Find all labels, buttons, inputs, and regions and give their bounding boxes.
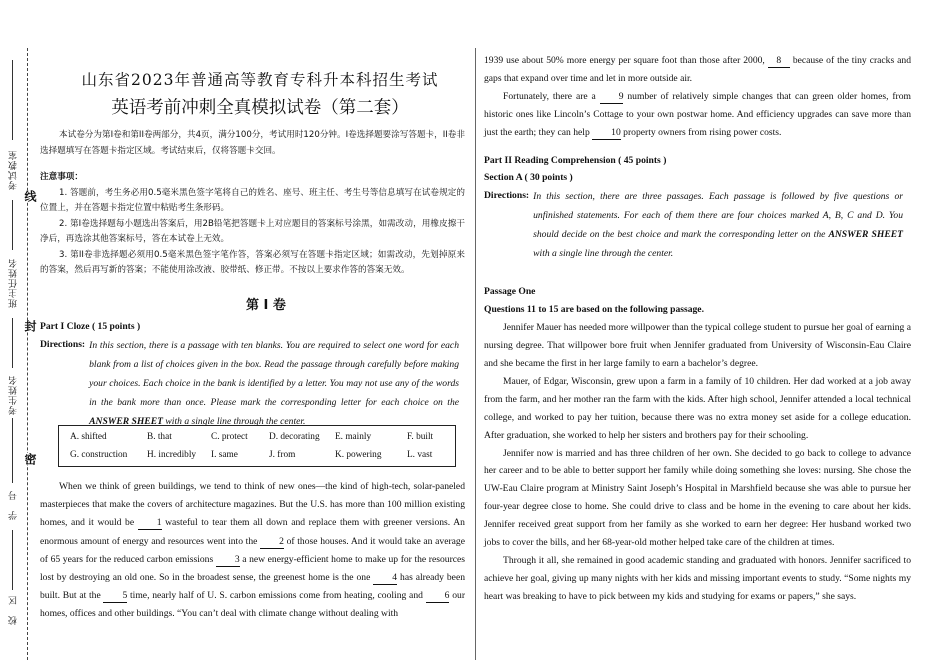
homeroom-teacher-write-line — [12, 200, 13, 250]
cloze-text: has already been built. But at the — [40, 572, 465, 602]
passage-paragraph: Jennifer Mauer has needed more willpower than the typical college student to pursue her goal of earning a nursing degree. That willpower bore fruit when Jennifer graduated from University of Wisconsin-Eau Claire and she became the first in her large family to earn a bachelor’s degree. — [484, 322, 911, 369]
cloze-blank-2: 2 — [260, 535, 284, 549]
right-column — [484, 52, 911, 606]
cloze-continuation — [484, 52, 911, 88]
intro-block — [40, 128, 465, 279]
campus-label: 校 区 — [8, 595, 18, 625]
seal-char-mi: 密 — [23, 453, 37, 465]
cloze-blank-10: 10 — [592, 126, 621, 140]
cloze-blank-1: 1 — [138, 516, 162, 530]
note-item: 3. 第II卷非选择题必须用0.5毫米黑色签字笔作答，答案必须写在答题卡指定区域；如需改动，先划掉原来的答案，然后再写新的答案；不能使用涂改液、胶带纸、修正带。不按以上要求作答的答案无效。 — [40, 249, 465, 275]
answer-sheet-emph: ANSWER SHEET — [89, 416, 163, 427]
cloze-text: property owners from rising power costs. — [623, 126, 782, 138]
word-choice: I. same — [211, 450, 238, 460]
word-choice: A. shifted — [70, 432, 107, 442]
directions-label: Directions: — [484, 190, 530, 202]
part2-title: Part II Reading Comprehension ( 45 points ) — [484, 154, 667, 166]
passage-paragraph: Mauer, of Edgar, Wisconsin, grew upon a farm in a family of 10 children. Her dad worked at a job away from the farm, and her mother ran the farm with the kids. After high school, Jennifer attended a local technical college, and worked to pay her tuition, because there was no extra money set aside for a college education. After graduation, she worked to help her sisters and brothers pay for their schooling. — [484, 375, 911, 441]
cloze-blank-4: 4 — [373, 571, 397, 585]
note-item: 1. 答题前，考生务必用0.5毫米黑色签字笔将自己的姓名、座号、班主任、考生号等信息填写在试卷规定的位置上，并在答题卡指定位置中粘贴考生条形码。 — [40, 187, 465, 213]
cloze-blank-9: 9 — [600, 90, 624, 104]
word-choice: K. powering — [335, 450, 382, 460]
exam-title: 山东省2023年普通高等教育专科升本科招生考试 — [81, 71, 439, 89]
exam-room-write-line — [12, 60, 13, 140]
campus-write-line — [12, 530, 13, 590]
column-divider — [475, 48, 476, 660]
cloze-text: When we think of green buildings, we tend to think of new ones—the kind of high-tech, solar-paneled masterpieces that make the covers of architecture magazines. But the U.S. has more than 100 million existing homes, and it would be — [40, 481, 465, 529]
word-choice: D. decorating — [269, 432, 320, 442]
cloze-text: time, nearly half of U. S. carbon emissions come from heating, cooling and — [130, 590, 423, 602]
word-choice: B. that — [147, 432, 172, 442]
homeroom-teacher-label: 班主任姓名 — [8, 258, 18, 308]
directions-tail: with a single line through the center. — [165, 416, 306, 427]
section-title-volume-1: 第 I 卷 — [246, 298, 286, 313]
word-choice: J. from — [269, 450, 296, 460]
cloze-passage — [40, 478, 465, 624]
questions-note: Questions 11 to 15 are based on the following passage. — [484, 304, 704, 316]
cloze-blank-6: 6 — [426, 589, 450, 603]
passage-paragraph: Jennifer now is married and has three children of her own. She decided to go back to college to advance her career and to be able to better support her family while doing something she loves: nursing. She chose the UW-Eau Claire program at Ministry Saint Joseph’s Hospital in Marshfield because she was able to pursue her four-year degree close to home. She could drive to class and be home in the evening to care about her kids. Jennifer received great support from her family as she worked to earn her degree: Her husband worked two jobs to cover the bills, and her 68-year-old mother helped take care of the children at times. — [484, 447, 911, 549]
cloze-text: a new energy-efficient home to make up for the resources lost by destroying an old one. So in the broadest sense, the greenest home is the one — [40, 553, 466, 584]
word-choice: F. built — [407, 432, 434, 442]
cloze-text: Fortunately, there are a — [503, 90, 596, 102]
cloze-paragraph — [484, 88, 911, 142]
word-choice: H. incredibly — [147, 450, 197, 460]
cloze-text: number of relatively simple changes that can green older homes, from historic ones like Lincoln’s Cottage to your own postwar home. And efficiency upgrades can save more than just the earth; they can help — [484, 90, 911, 138]
word-choice: E. mainly — [335, 432, 372, 442]
cloze-text: because of the tiny cracks and gaps that expand over time and let in more outside air. — [484, 55, 912, 84]
seal-char-xian: 线 — [23, 190, 37, 202]
word-bank-box — [58, 425, 456, 467]
part2-directions — [484, 187, 911, 263]
cloze-text: wasteful to tear them all down and replace them with greener versions. An enormous amount of energy and resources went into the — [40, 517, 465, 547]
part1-title: Part I Cloze ( 15 points ) — [40, 321, 141, 332]
word-choice: C. protect — [211, 432, 248, 442]
directions-tail: with a single line through the center. — [533, 248, 674, 260]
note-item: 2. 第I卷选择题每小题选出答案后，用2B铅笔把答题卡上对应题目的答案标号涂黑，如需改动，用橡皮擦干净后，再选涂其他答案标号，答在本试卷上无效。 — [40, 218, 465, 244]
word-choice: L. vast — [407, 450, 433, 460]
directions-label: Directions: — [40, 339, 86, 350]
exam-room-label: 考试教室 — [8, 150, 18, 190]
part1-directions — [40, 336, 465, 431]
intro-paragraph: 本试卷分为第I卷和第II卷两部分，共4页，满分100分，考试用时120分钟。I卷选择题要涂写答题卡，II卷非选择题填写在答题卡指定区域。考试结束后，仅将答题卡交回。 — [40, 130, 465, 156]
cloze-blank-8: 8 — [768, 54, 790, 68]
student-name-write-line — [12, 318, 13, 368]
student-id-label: 学 号 — [8, 490, 18, 520]
cloze-blank-5: 5 — [103, 589, 127, 603]
directions-text: In this section, there are three passages. Each passage is followed by five questions or unfinished statements. For each of them there are four choices marked A, B, C and D. You should decide on the best choice and mark the corresponding letter on the — [533, 191, 903, 241]
paper-title: 英语考前冲刺全真模拟试卷（第二套） — [111, 98, 409, 118]
passage-one-title: Passage One — [484, 286, 536, 298]
cloze-blank-3: 3 — [216, 553, 240, 567]
student-id-write-line — [12, 418, 13, 483]
cloze-text: 1939 use about 50% more energy per square foot than those after 2000, — [484, 55, 765, 66]
section-a-title: Section A ( 30 points ) — [484, 172, 573, 184]
word-choice: G. construction — [70, 450, 128, 460]
passage-paragraph: Through it all, she remained in good academic standing and graduated with honors. Jennifer sacrificed to achieve her goal, giving up many nights with her kids and missing important events to study. “Some nights my heart was breaking to have to pick between my kids and studying for exams or papers,” she says. — [484, 554, 911, 602]
cloze-text: our homes, offices and other buildings. “You can’t deal with climate change without dealing with — [40, 590, 466, 620]
student-name-label: 考生姓名 — [8, 375, 18, 415]
cloze-text: of those houses. And it would take an average of 65 years for the reduced carbon emissions — [40, 535, 465, 565]
cloze-paragraph — [40, 478, 465, 624]
answer-sheet-emph: ANSWER SHEET — [828, 229, 903, 241]
seal-char-feng: 封 — [23, 320, 37, 332]
binding-dashed-line — [27, 48, 28, 660]
directions-text: In this section, there is a passage with ten blanks. You are required to select one word for each blank from a list of choices given in the box. Read the passage through carefully before making your choices. Each choice in the bank is identified by a letter. You may not use any of the words in the bank more than once. Please mark the corresponding letter for each choice on the — [89, 340, 459, 408]
notes-heading: 注意事项： — [40, 172, 83, 182]
cloze-header — [40, 318, 465, 431]
